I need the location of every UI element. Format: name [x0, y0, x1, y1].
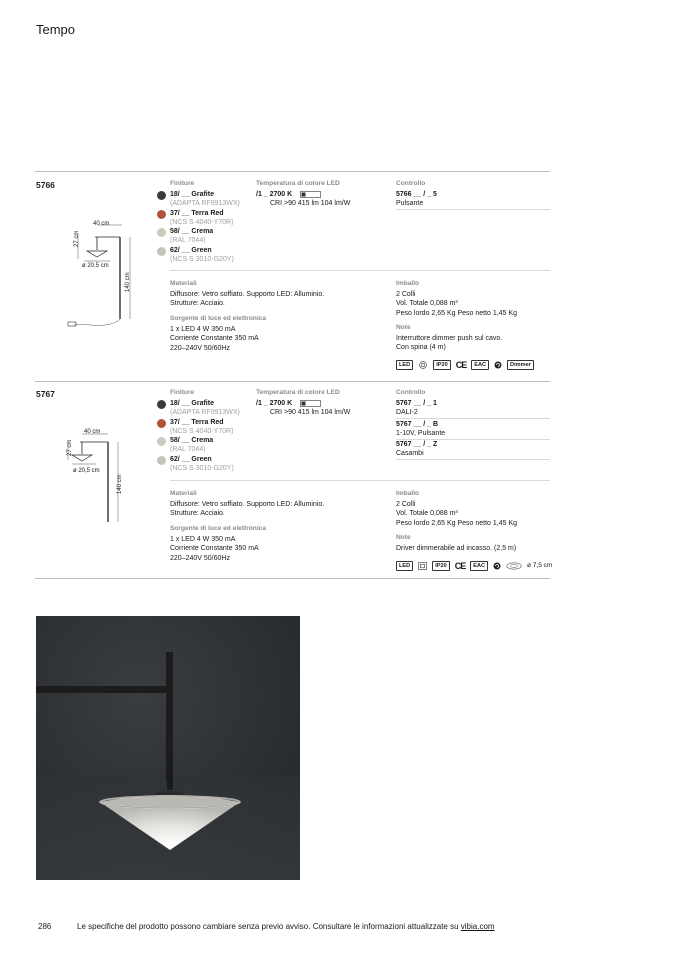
sub-divider: [170, 270, 550, 271]
double-insulation-icon: [418, 361, 428, 369]
temp-specs: CRI >90 415 lm 104 lm/W: [270, 200, 351, 208]
control-code: 5767 __ / _ 1: [396, 400, 437, 407]
dim-diameter: ø 20,5 cm: [82, 263, 109, 269]
finiture-header: Finiture: [170, 180, 195, 187]
temp-header: Temperatura di colore LED: [256, 180, 340, 187]
packaging-line: Vol. Totale 0,088 m³: [396, 300, 458, 308]
control-label: Casambi: [396, 450, 424, 458]
dim-width: 40 cm: [84, 429, 101, 435]
source-line: 220–240V 50/60Hz: [170, 344, 230, 352]
source-line: 1 x LED 4 W 350 mA: [170, 536, 236, 543]
product-code: 5767: [36, 389, 55, 399]
swatch-terra-red: [157, 419, 166, 428]
finiture-header: Finiture: [170, 389, 195, 396]
section-divider: [35, 381, 550, 382]
control-code: 5767 __ / _ B: [396, 421, 439, 428]
eac-badge: EAC: [471, 360, 489, 370]
packaging-line: Vol. Totale 0,088 m³: [396, 510, 458, 518]
ce-mark: CE: [454, 561, 466, 571]
note-line: Con spina (4 m): [396, 344, 446, 352]
swatch-green: [157, 247, 166, 256]
note-line: Driver dimmerabile ad incasso. (2,5 m): [396, 545, 517, 552]
footer-disclaimer: [77, 922, 495, 931]
dimmer-badge: Dimmer: [507, 360, 534, 370]
note-line: Interruttore dimmer push sul cavo.: [396, 335, 503, 342]
ip-badge: IP20: [432, 561, 450, 571]
sorgente-header: Sorgente di luce ed elettronica: [170, 315, 266, 322]
swatch-terra-red: [157, 210, 166, 219]
product-photo: [36, 616, 300, 880]
dim-width: 40 cm: [93, 221, 110, 227]
control-label: 1-10V, Pulsante: [396, 430, 446, 438]
cert-icons: [396, 360, 534, 370]
materiali-header: Materiali: [170, 280, 197, 287]
control-divider: [396, 459, 550, 460]
recycle-icon: [494, 361, 502, 369]
temp-line: /1 _ 2700 K: [256, 191, 293, 198]
cert-icons: [396, 561, 552, 571]
sorgente-header: Sorgente di luce ed elettronica: [170, 525, 266, 532]
imballo-header: Imballo: [396, 280, 420, 287]
footer-link[interactable]: vibia.com: [460, 922, 495, 931]
imballo-header: Imballo: [396, 490, 420, 497]
packaging-line: Peso lordo 2,65 Kg Peso netto 1,45 Kg: [396, 519, 518, 527]
materiali-header: Materiali: [170, 490, 197, 497]
source-line: Corriente Constante 350 mA: [170, 335, 259, 343]
led-strip-icon: [300, 191, 322, 198]
section-divider: [35, 578, 550, 579]
temp-header: Temperatura di colore LED: [256, 389, 340, 396]
sub-divider: [170, 480, 550, 481]
section-divider: [35, 171, 550, 172]
page-title: Tempo: [36, 22, 76, 37]
materials-line: Diffusore: Vetro soffiato. Supporto LED: Alluminio.: [170, 501, 325, 508]
hole-diameter: ø 7,5 cm: [527, 562, 553, 570]
materials-line: Strutture: Acciaio.: [170, 300, 225, 308]
control-divider: [396, 418, 550, 419]
swatch-grafite: [157, 400, 166, 409]
dim-height: 27 cm: [67, 439, 73, 456]
control-label: Pulsante: [396, 200, 424, 208]
finishes-list: 18/ __ Grafite (ADAPTA RF9913WX) 37/ __ Terra Red (NCS S 4040-Y70R) 58/ __ Crema (RAL 7044) 62/ __ Green (NCS S 3010-G20Y): [157, 399, 257, 474]
recess-hole-icon: [506, 562, 522, 570]
ip-badge: IP20: [433, 360, 451, 370]
control-label: DALI-2: [396, 409, 418, 417]
ce-mark: CE: [455, 360, 467, 370]
temp-line: /1 _ 2700 K: [256, 400, 293, 407]
dim-length: 140 cm: [125, 272, 131, 292]
page-number: 286: [38, 922, 52, 931]
dim-diameter: ø 20,5 cm: [73, 468, 100, 474]
note-header: Note: [396, 534, 411, 541]
swatch-crema: [157, 437, 166, 446]
led-badge: LED: [396, 561, 413, 571]
swatch-green: [157, 456, 166, 465]
packaging-line: 2 Colli: [396, 291, 416, 298]
packaging-line: Peso lordo 2,65 Kg Peso netto 1,45 Kg: [396, 309, 518, 317]
note-header: Note: [396, 324, 411, 331]
temp-specs: CRI >90 415 lm 104 lm/W: [270, 409, 351, 417]
footer-text: Le specifiche del prodotto possono cambiare senza previo avviso. Consultare le informazioni attualizzate su: [77, 922, 461, 931]
packaging-line: 2 Colli: [396, 501, 416, 508]
eac-badge: EAC: [470, 561, 488, 571]
source-line: 220–240V 50/60Hz: [170, 554, 230, 562]
led-strip-icon: [300, 400, 322, 407]
product-code: 5766: [36, 180, 55, 190]
materials-line: Strutture: Acciaio.: [170, 510, 225, 518]
recycle-icon: [493, 562, 501, 570]
dim-length: 140 cm: [117, 474, 123, 494]
controllo-header: Controllo: [396, 389, 426, 396]
control-code: 5766 __ / _ 5: [396, 191, 437, 198]
source-line: 1 x LED 4 W 350 mA: [170, 326, 236, 333]
finishes-list: 18/ __ Grafite (ADAPTA RF9913WX) 37/ __ Terra Red (NCS S 4040-Y70R) 58/ __ Crema (RAL 7044) 62/ __ Green (NCS S 3010-G20Y): [157, 190, 257, 265]
materials-line: Diffusore: Vetro soffiato. Supporto LED: Alluminio.: [170, 291, 325, 298]
control-divider: [396, 209, 550, 210]
source-line: Corriente Constante 350 mA: [170, 545, 259, 553]
class-ii-icon: [418, 562, 427, 570]
dim-height: 27 cm: [74, 230, 80, 247]
led-badge: LED: [396, 360, 413, 370]
swatch-crema: [157, 228, 166, 237]
control-code: 5767 __ / _ Z: [396, 441, 438, 448]
swatch-grafite: [157, 191, 166, 200]
controllo-header: Controllo: [396, 180, 426, 187]
